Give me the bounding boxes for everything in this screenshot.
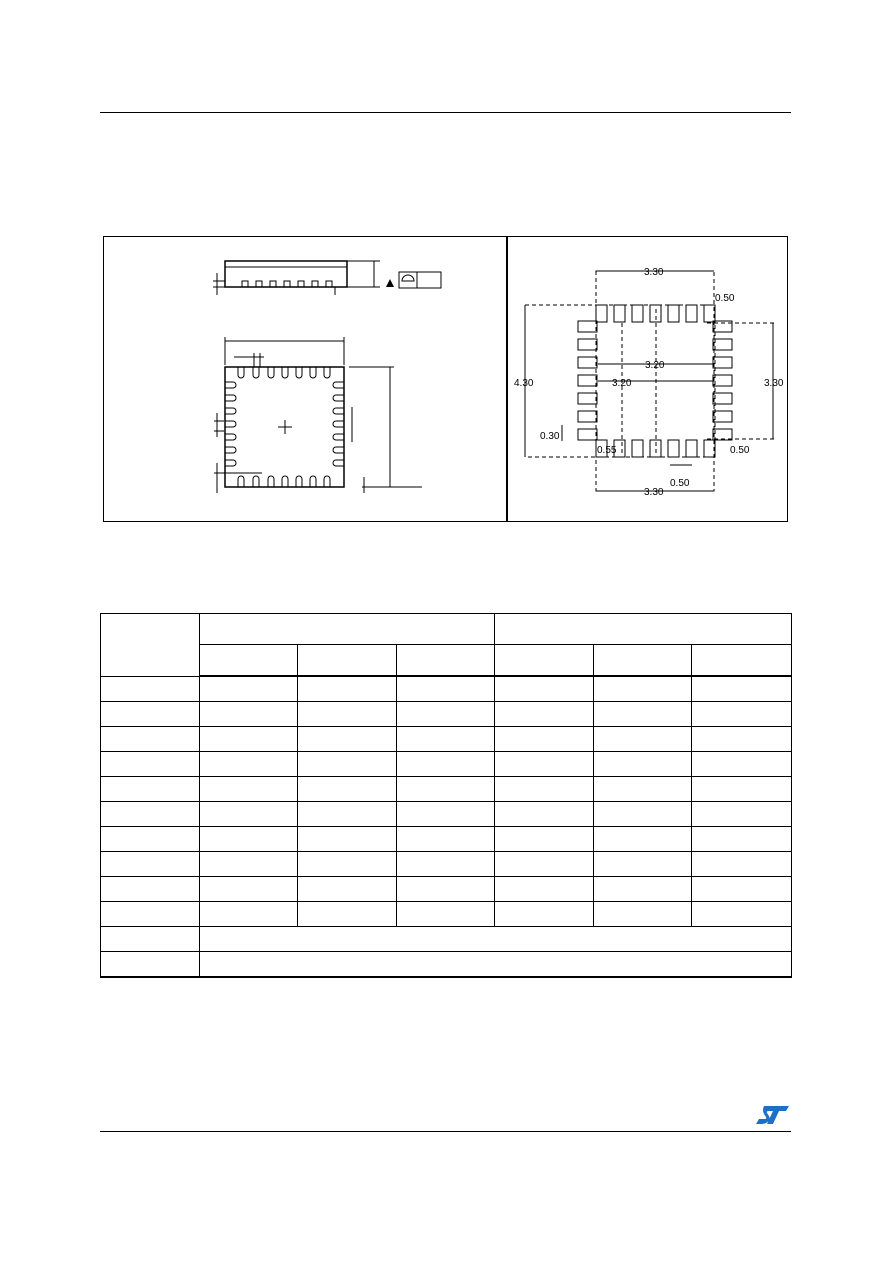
table-cell <box>692 727 792 752</box>
table-cell <box>101 802 200 827</box>
table-cell <box>692 877 792 902</box>
table-cell <box>594 752 692 777</box>
table-cell <box>495 702 594 727</box>
table-cell <box>101 927 200 952</box>
table-cell <box>594 827 692 852</box>
table-cell <box>298 902 397 927</box>
table-cell <box>495 645 594 677</box>
table-cell <box>397 902 495 927</box>
table-row <box>101 702 792 727</box>
table-row <box>101 802 792 827</box>
table-cell <box>397 676 495 702</box>
table-cell <box>200 902 298 927</box>
table-cell <box>101 852 200 877</box>
table-cell <box>495 902 594 927</box>
table-cell <box>298 852 397 877</box>
table-cell <box>397 645 495 677</box>
table-cell <box>594 702 692 727</box>
table-cell <box>692 827 792 852</box>
dim-inner-v: 3.20 <box>612 378 632 389</box>
table-cell <box>200 727 298 752</box>
table-cell <box>101 727 200 752</box>
table-cell <box>101 614 200 677</box>
table-cell <box>692 802 792 827</box>
table-cell <box>298 802 397 827</box>
table-cell <box>495 877 594 902</box>
table-cell <box>200 614 495 645</box>
table-cell <box>200 877 298 902</box>
table-cell <box>200 702 298 727</box>
dim-corner-top-right: 0.50 <box>715 293 735 304</box>
table-cell <box>397 727 495 752</box>
table-row <box>101 927 792 952</box>
table-cell <box>397 827 495 852</box>
table-row <box>101 852 792 877</box>
table-cell <box>200 645 298 677</box>
table-cell <box>495 802 594 827</box>
table-cell <box>200 676 298 702</box>
table-cell <box>594 676 692 702</box>
table-header-row <box>101 645 792 677</box>
table-row <box>101 952 792 978</box>
table-cell <box>200 927 792 952</box>
table-cell <box>692 676 792 702</box>
dim-corner-bottom-right: 0.50 <box>730 445 750 456</box>
table-cell <box>594 645 692 677</box>
table-row <box>101 752 792 777</box>
table-cell <box>692 645 792 677</box>
table-cell <box>495 827 594 852</box>
table-cell <box>397 752 495 777</box>
triangle-marker-icon <box>386 279 394 287</box>
dimensions-table <box>100 613 792 978</box>
dim-bottom-width: 3.30 <box>644 487 664 498</box>
table-cell <box>101 952 200 978</box>
table-cell <box>692 702 792 727</box>
table-cell <box>200 827 298 852</box>
table-cell <box>200 802 298 827</box>
table-row <box>101 877 792 902</box>
dim-pitch: 0.50 <box>670 478 690 489</box>
table-cell <box>692 777 792 802</box>
table-cell <box>594 777 692 802</box>
table-cell <box>298 645 397 677</box>
table-cell <box>495 852 594 877</box>
table-cell <box>298 827 397 852</box>
table-row <box>101 902 792 927</box>
table-cell <box>200 752 298 777</box>
table-cell <box>101 827 200 852</box>
table-cell <box>594 877 692 902</box>
dim-right-height: 3.30 <box>764 378 784 389</box>
footer-rule <box>100 1131 791 1132</box>
table-cell <box>298 877 397 902</box>
table-cell <box>397 802 495 827</box>
table-cell <box>397 777 495 802</box>
table-cell <box>397 877 495 902</box>
footprint-drawing <box>508 237 787 521</box>
dim-top-width: 3.30 <box>644 267 664 278</box>
table-cell <box>594 852 692 877</box>
table-cell <box>495 752 594 777</box>
table-cell <box>397 852 495 877</box>
dim-inner-h: 3.20 <box>645 360 665 371</box>
table-cell <box>298 777 397 802</box>
package-outline-drawing <box>104 237 506 521</box>
table-cell <box>495 614 792 645</box>
dim-left-height: 4.30 <box>514 378 534 389</box>
table-row <box>101 676 792 702</box>
table-cell <box>298 727 397 752</box>
table-cell <box>692 852 792 877</box>
table-cell <box>200 952 792 978</box>
package-figure <box>103 236 788 522</box>
table-cell <box>101 777 200 802</box>
table-cell <box>101 752 200 777</box>
table-row <box>101 777 792 802</box>
header-rule <box>100 112 791 113</box>
table-cell <box>101 676 200 702</box>
table-cell <box>495 777 594 802</box>
table-cell <box>101 902 200 927</box>
table-cell <box>692 752 792 777</box>
table-cell <box>495 727 594 752</box>
table-cell <box>495 676 594 702</box>
st-logo-icon <box>755 1104 791 1126</box>
table-cell <box>692 902 792 927</box>
table-cell <box>101 877 200 902</box>
table-header-row <box>101 614 792 645</box>
dim-left-offset: 0.30 <box>540 431 560 442</box>
table-cell <box>298 676 397 702</box>
table-cell <box>594 727 692 752</box>
table-cell <box>397 702 495 727</box>
table-cell <box>594 802 692 827</box>
table-row <box>101 827 792 852</box>
table-cell <box>298 702 397 727</box>
table-cell <box>101 702 200 727</box>
table-cell <box>200 777 298 802</box>
table-row <box>101 727 792 752</box>
table-cell <box>298 752 397 777</box>
table-cell <box>594 902 692 927</box>
dim-bottom-offset: 0.55 <box>597 445 617 456</box>
table-cell <box>200 852 298 877</box>
